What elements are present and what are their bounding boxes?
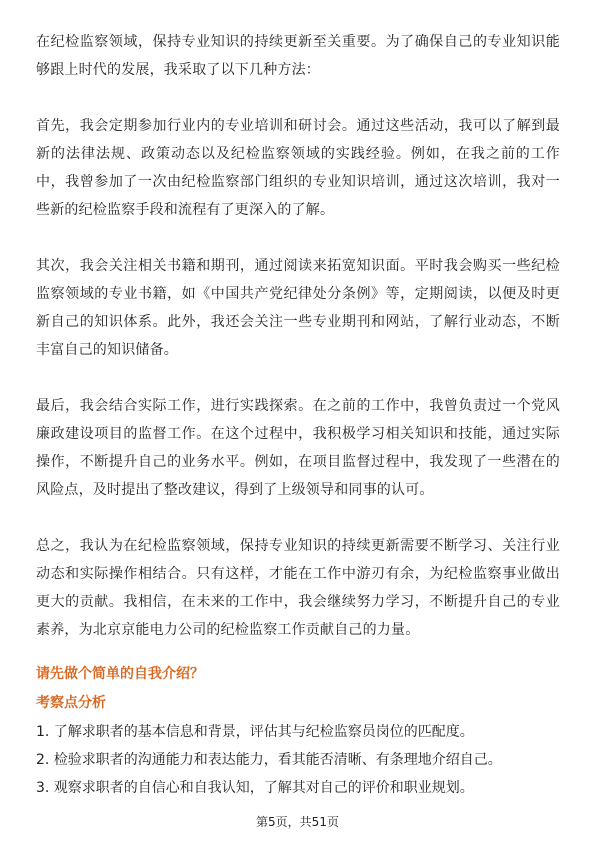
interview-question: 请先做个简单的自我介绍？: [36, 666, 204, 682]
analysis-item-3: 3. 观察求职者的自信心和自我认知，了解其对自己的评价和职业规划。: [36, 780, 474, 796]
analysis-item-2: 2. 检验求职者的沟通能力和表达能力，看其能否清晰、有条理地介绍自己。: [36, 752, 502, 768]
analysis-item-1: 1. 了解求职者的基本信息和背景，评估其与纪检监察员岗位的匹配度。: [36, 724, 474, 740]
paragraph-first-method: 首先，我会定期参加行业内的专业培训和研讨会。通过这些活动，我可以了解到最新的法律法规、政策动态以及纪检监察领域的实践经验。例如，在我之前的工作中，我曾参加了一次由纪检监察部门组织的专业知识培训，通过这次培训，我对一些新的纪检监察手段和流程有了更深入的了解。: [36, 118, 560, 218]
page-content: [36, 28, 560, 802]
paragraph-third-method: 最后，我会结合实际工作，进行实践探索。在之前的工作中，我曾负责过一个党风廉政建设项目的监督工作。在这个过程中，我积极学习相关知识和技能，通过实际操作，不断提升自己的业务水平。例如，在项目监督过程中，我发现了一些潜在的风险点，及时提出了整改建议，得到了上级领导和同事的认可。: [36, 398, 560, 498]
paragraph-intro: 在纪检监察领域，保持专业知识的持续更新至关重要。为了确保自己的专业知识能够跟上时代的发展，我采取了以下几种方法：: [36, 34, 560, 78]
analysis-list: [36, 718, 560, 802]
paragraph-conclusion: 总之，我认为在纪检监察领域，保持专业知识的持续更新需要不断学习、关注行业动态和实际操作相结合。只有这样，才能在工作中游刃有余，为纪检监察事业做出更大的贡献。我相信，在未来的工作中，我会继续努力学习，不断提升自己的专业素养，为北京京能电力公司的纪检监察工作贡献自己的力量。: [36, 538, 560, 638]
page-number-footer: 第5页，共51页: [256, 815, 339, 829]
analysis-heading: 考察点分析: [36, 695, 106, 711]
paragraph-second-method: 其次，我会关注相关书籍和期刊，通过阅读来拓宽知识面。平时我会购买一些纪检监察领域的专业书籍，如《中国共产党纪律处分条例》等，定期阅读，以便及时更新自己的知识体系。此外，我还会关注一些专业期刊和网站，了解行业动态，不断丰富自己的知识储备。: [36, 258, 560, 358]
